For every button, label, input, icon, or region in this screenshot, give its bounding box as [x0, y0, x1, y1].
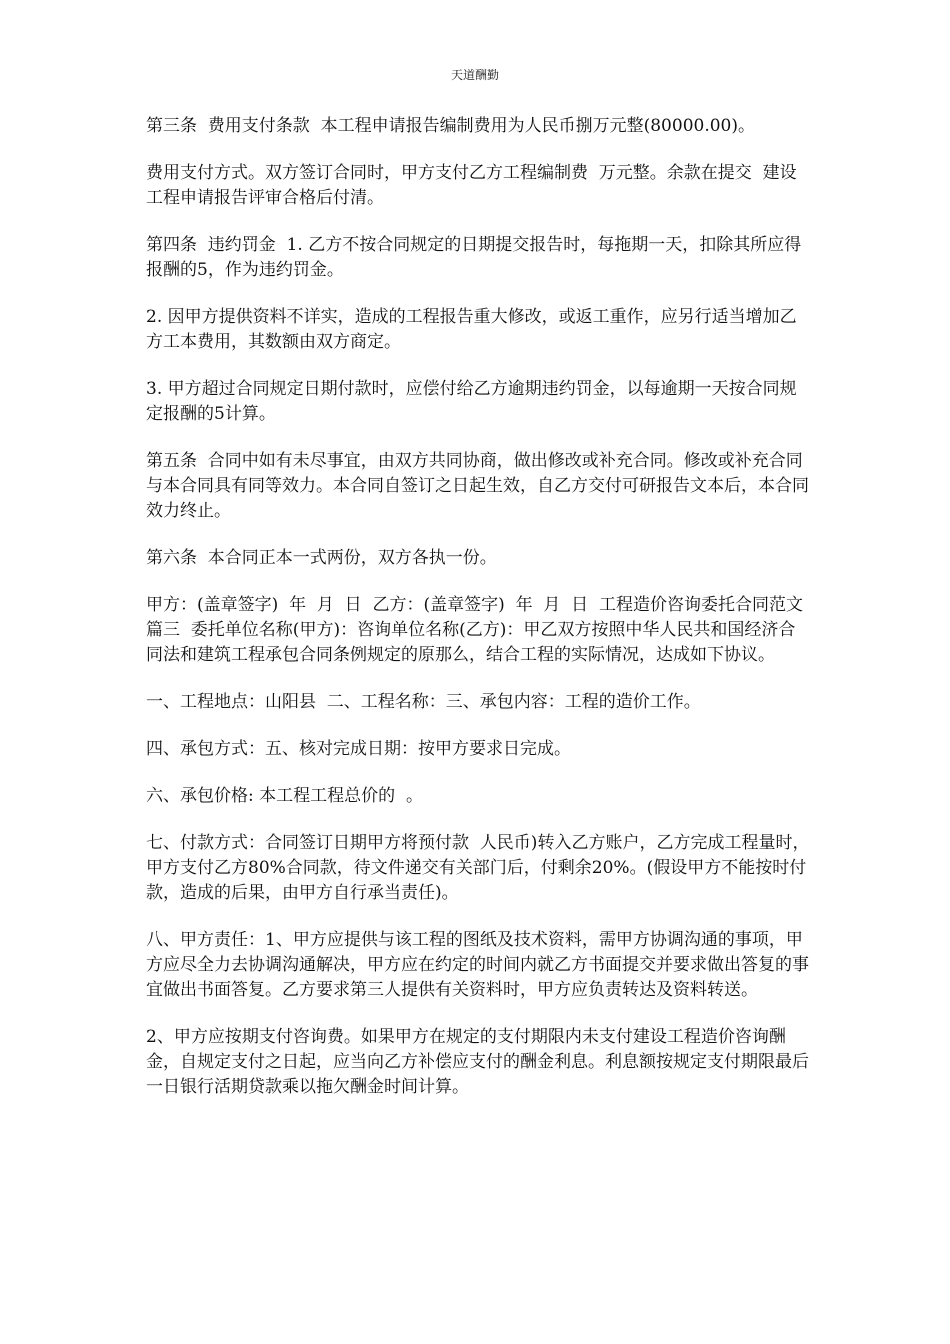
paragraph-article-6: 第六条 本合同正本一式两份，双方各执一份。: [146, 548, 497, 568]
paragraph-article-5: 第五条 合同中如有未尽事宜，由双方共同协商，做出修改或补充合同。修改或补充合同与本合同具有同等效力。本合同自签订之日起生效，自乙方交付可研报告文本后，本合同效力终止。: [146, 451, 809, 521]
paragraph-penalty-3: 3. 甲方超过合同规定日期付款时，应偿付给乙方逾期违约罚金，以每逾期一天按合同规定报酬的5计算。: [146, 379, 797, 424]
page-header: 天道酬勤: [450, 68, 499, 82]
paragraph-section-8-2: 2、甲方应按期支付咨询费。如果甲方在规定的支付期限内未支付建设工程造价咨询酬金，自规定支付之日起，应当向乙方补偿应支付的酬金利息。利息额按规定支付期限最后一日银行活期贷款乘以拖欠酬金时间计算。: [146, 1027, 809, 1097]
paragraph-payment-method: 费用支付方式。双方签订合同时，甲方支付乙方工程编制费 万元整。余款在提交 建设工程申请报告评审合格后付清。: [146, 163, 797, 208]
paragraph-section-8: 八、甲方责任：1、甲方应提供与该工程的图纸及技术资料，需甲方协调沟通的事项，甲方应尽全力去协调沟通解决，甲方应在约定的时间内就乙方书面提交并要求做出答复的事宜做出书面答复。乙方要求第三人提供有关资料时，甲方应负责转达及资料转送。: [146, 930, 809, 1000]
paragraph-section-7: 七、付款方式：合同签订日期甲方将预付款 人民币)转入乙方账户，乙方完成工程量时，甲方支付乙方80%合同款，待文件递交有关部门后，付剩余20%。(假设甲方不能按时付款，造成的后果，由甲方自行承当责任)。: [146, 833, 810, 903]
paragraph-penalty-2: 2. 因甲方提供资料不详实，造成的工程报告重大修改，或返工重作，应另行适当增加乙方工本费用，其数额由双方商定。: [146, 307, 797, 352]
paragraph-section-6: 六、承包价格: 本工程工程总价的 。: [146, 786, 423, 806]
paragraph-article-4-penalty: 第四条 违约罚金 1. 乙方不按合同规定的日期提交报告时，每拖期一天，扣除其所应得报酬的5，作为违约罚金。: [146, 235, 802, 280]
paragraph-article-3-fee: 第三条 费用支付条款 本工程申请报告编制费用为人民币捌万元整(80000.00)。: [146, 116, 755, 136]
paragraph-section-1-3: 一、工程地点：山阳县 二、工程名称：三、承包内容：工程的造价工作。: [146, 692, 701, 712]
paragraph-section-4-5: 四、承包方式：五、核对完成日期：按甲方要求日完成。: [146, 739, 571, 759]
document-body: [146, 114, 810, 1122]
paragraph-signatures-contract-3: 甲方：(盖章签字) 年 月 日 乙方：(盖章签字) 年 月 日 工程造价咨询委托合同范文篇三 委托单位名称(甲方)：咨询单位名称(乙方)：甲乙双方按照中华人民共和国经济合同法和建筑工程承包合同条例规定的原那么，结合工程的实际情况，达成如下协议。: [146, 595, 803, 665]
